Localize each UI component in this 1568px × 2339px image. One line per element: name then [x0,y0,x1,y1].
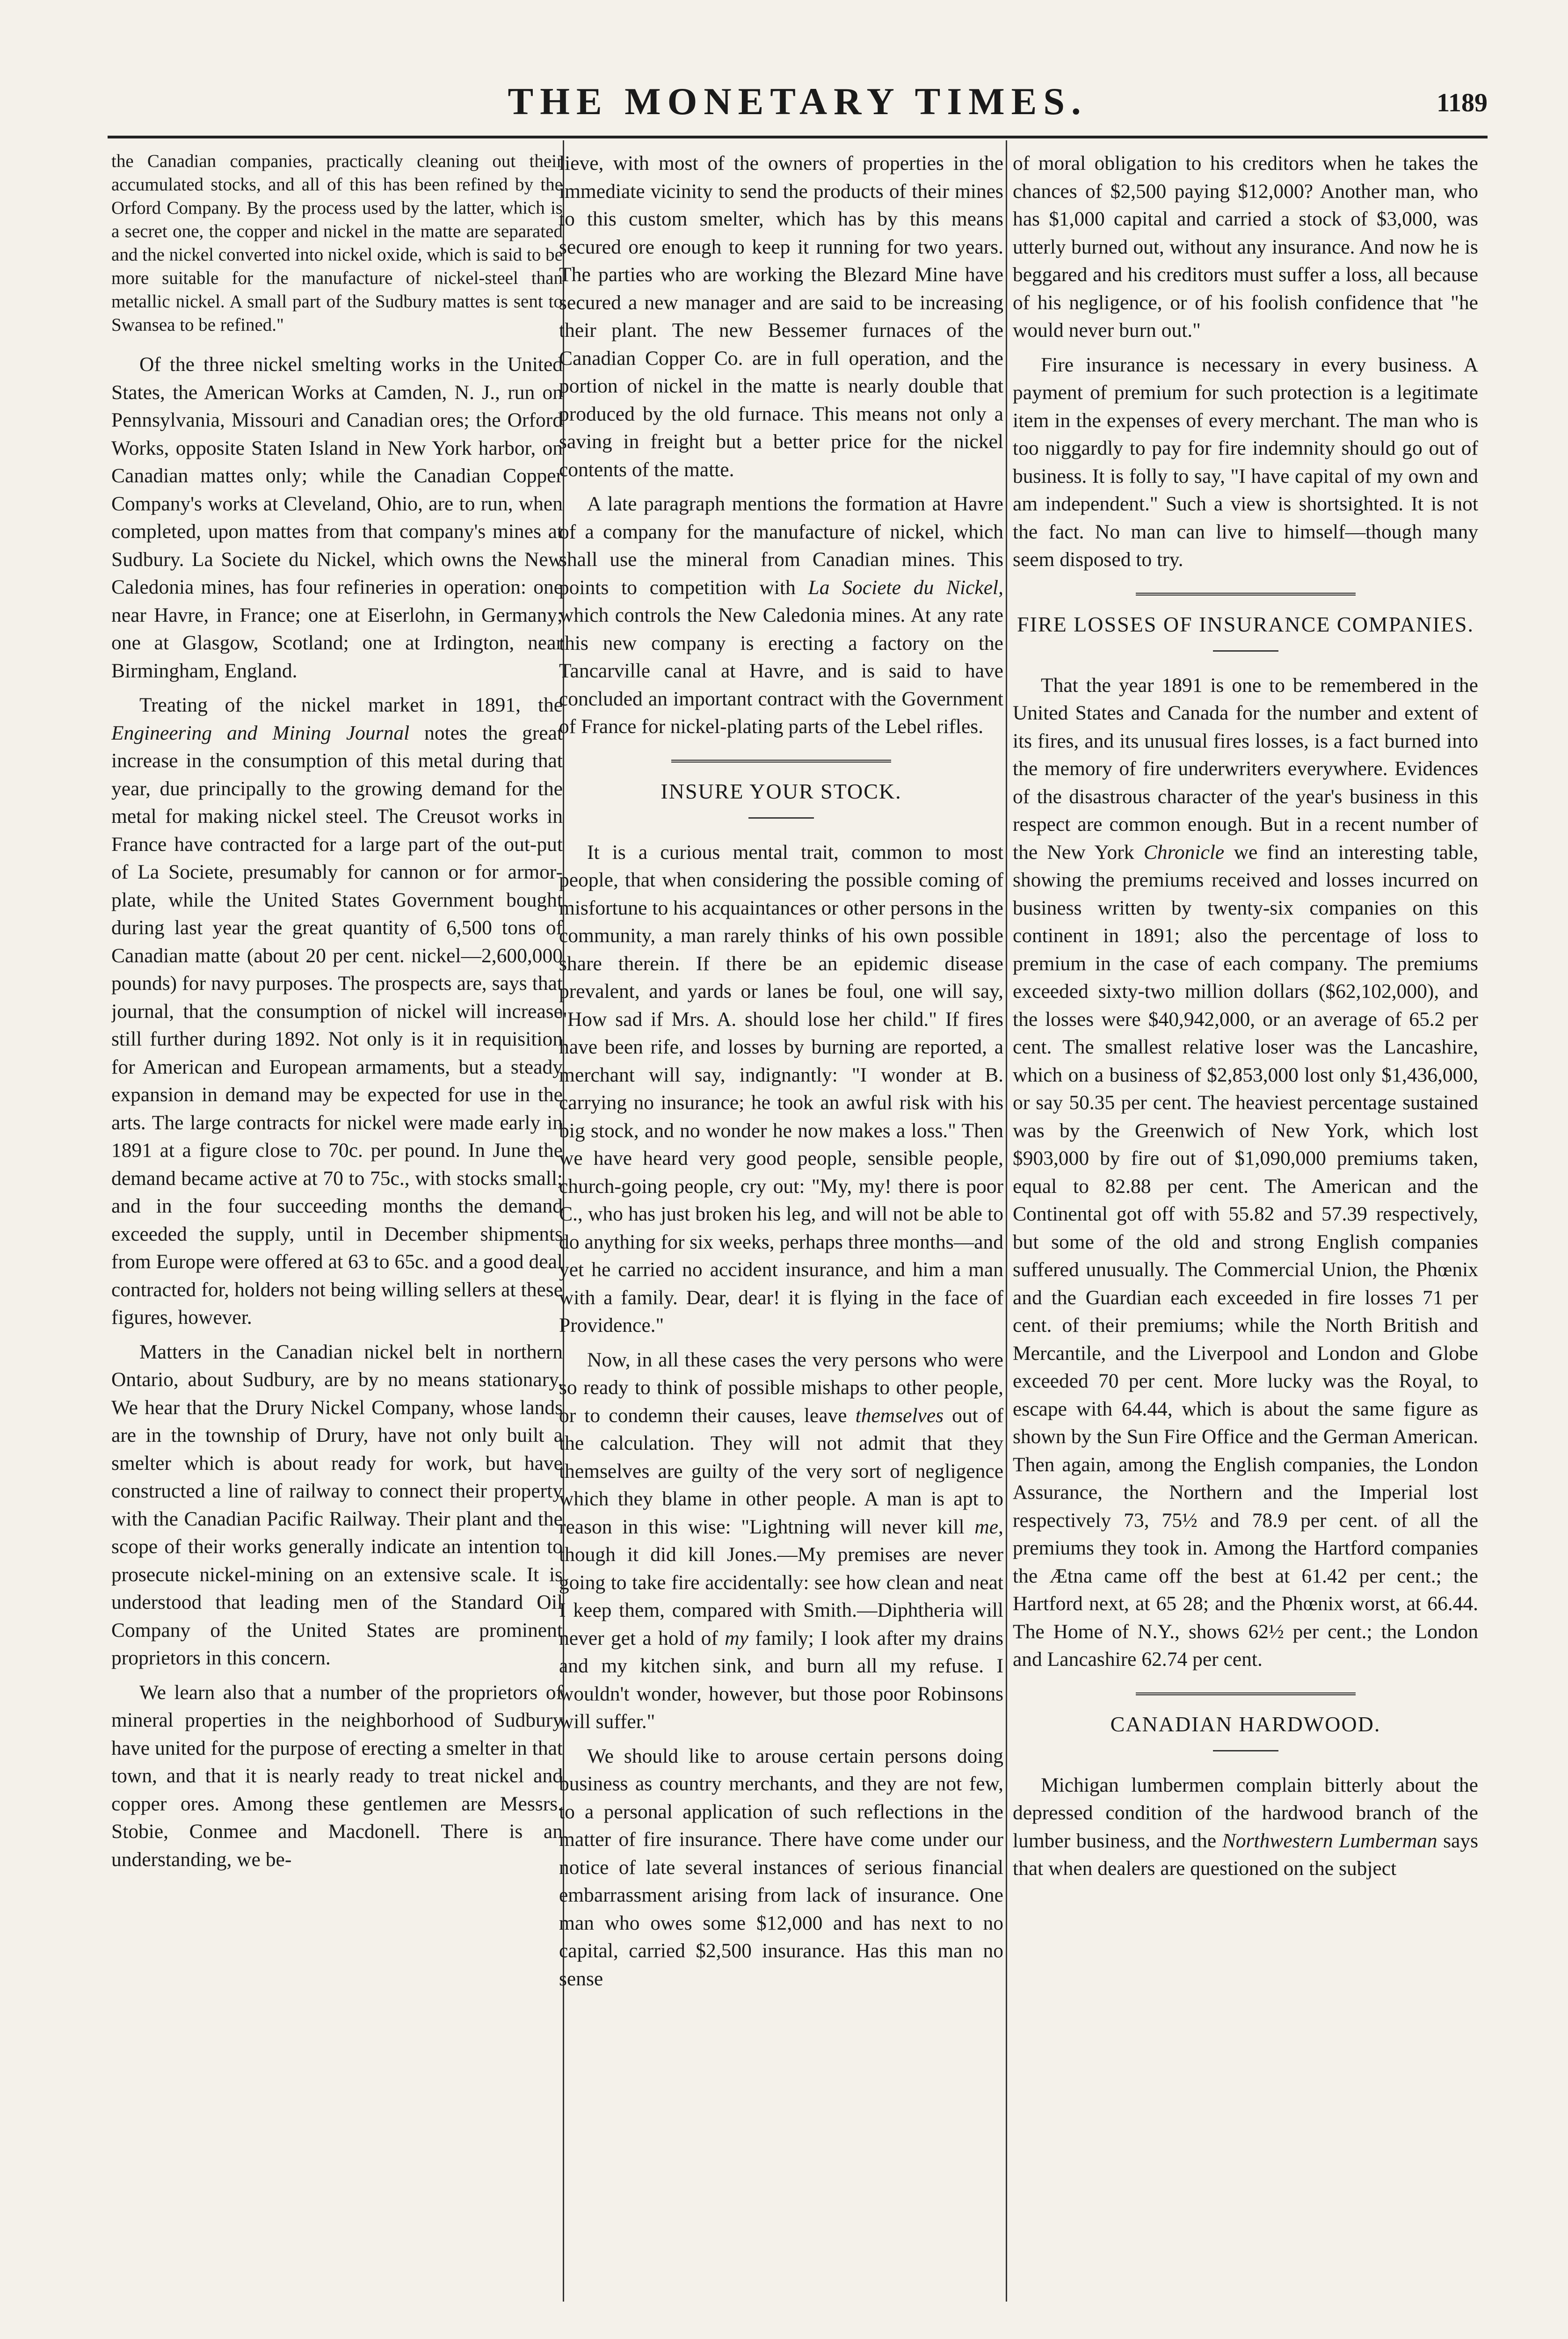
section-rule [671,760,891,764]
emphasis: my [725,1627,748,1649]
section-heading-fire-losses: FIRE LOSSES OF INSURANCE COMPANIES. [1017,612,1474,636]
paragraph-smelting-works: Of the three nickel smelting works in the United States, the American Works at Camden, N. J., run on Pennsylvania, Missouri and Canadian ores; the Orford Works, opposite Staten Island in New York harbor, on Canadian mattes only; while the Canadian Copper Company's works at Cleveland, Ohio, are to run, when completed, upon mattes from that company's mines at Sudbury. La Societe du Nickel, which owns the New Caledonia mines, has four refineries in operation: one near Havre, in France; one at Eiserlohn, in Germany; one at Glasgow, Scotland; one at Irdington, near Birmingham, England. [111,353,563,682]
page-header [108,75,1488,131]
section-heading-canadian-hardwood: CANADIAN HARDWOOD. [1110,1712,1381,1736]
text-run: That the year 1891 is one to be remembered in the United States and Canada for the number and extent of its fires, and its unusual fires losses, is a fact burned into the memory of fire underwriters everywhere. Evidences of the disastrous character of the year's business in this respect are common enough. But in a recent number of the New York [1013,674,1478,864]
paragraph-country-merchants: We should like to arouse certain persons doing business as country merchants, and they are not few, to a personal application of such reflections in the matter of fire insurance. There have come under our notice of late several instances of serious financial embarrassment arising from lack of insurance. One man who owes some $12,000 and has next to no capital, carried $2,500 insurance. Has this man no sense [559,1744,1003,1990]
paragraph-fire-insurance-necessary: Fire insurance is necessary in every business. A payment of premium for such protection is a legitimate item in the expenses of every merchant. The man who is too niggardly to pay for fire indemnity should go out of business. It is folly to say, "I have capital of my own and am independent." Such a view is shortsighted. It is not the fact. No man can live to himself—though many seem disposed to try. [1013,353,1478,571]
text-run: Now, in all these cases the very persons who were so ready to think of possible mishaps to other people, or to condemn their causes, leave [559,1348,1003,1427]
text-run: we find an interesting table, showing the premiums received and losses incurred on business written by twenty-six companies on this continent in 1891; also the percentage of loss to premium in the case of each company. The premiums exceeded sixty-two million dollars ($62,102,000), and the losses were $40,942,000, or an average of 65.2 per cent. The smallest relative loser was the Lancashire, which on a business of $2,853,000 lost only $1,436,000, or say 50.35 per cent. The heaviest percentage sustained was by the Greenwich of New York, which lost $903,000 by fire out of $1,090,000 premiums taken, equal to 82.88 per cent. The American and the Continental got off with 55.82 and 57.39 respectively, but some of the old and strong English companies suffered unusually. The Commercial Union, the Phœnix and the Guardian each exceeded in fire losses 71 per cent. of their premiums; while the North British and Mercantile, and the Liverpool and London and Globe exceeded 70 per cent. More lucky was the Royal, to escape with 64.44, which is about the same figure as shown by the Sun Fire Office and the German American. Then again, among the English companies, the London Assurance, the Northern and the Imperial lost respectively 73, 75½ and 78.9 per cent. of all the premiums they took in. Among the Hartford companies the Ætna came off the best at 61.42 per cent.; the Hartford next, at 65 28; and the Phœnix worst, at 66.44. The Home of N.Y., shows 62½ per cent.; the London and Lancashire 62.74 per cent. [1013,841,1478,1671]
paragraph-nickel-market [111,691,563,1332]
column-3 [1013,150,1478,2302]
company-name: La Societe du Nickel, [808,576,1003,599]
text-run: A late paragraph mentions the formation at Havre of a company for the manufacture of nickel, which shall use the mineral from Canadian mines. This points to competition with [559,493,1003,599]
text-run: out of the calculation. They will not admit that they themselves are guilty of the very sort of negligence which they blame in other people. A man is apt to reason in this wise: "Lightning will never kill [559,1404,1003,1538]
section-rule-short [1213,1750,1278,1753]
publication-title: Northwestern Lumberman [1222,1829,1437,1852]
text-run: Michigan lumbermen complain bitterly about the depressed condition of the hardwood branch of the lumber business, and the [1013,1773,1478,1852]
page-number: 1189 [1437,88,1488,117]
paragraph-these-cases [559,1346,1003,1736]
publication-title: Chronicle [1143,841,1225,864]
paragraph-custom-smelter: lieve, with most of the owners of properties in the immediate vicinity to send the products of their mines to this custom smelter, which has by this means secured ore enough to keep it running for two years. The parties who are working the Blezard Mine have secured a new manager and are said to be increasing their plant. The new Bessemer furnaces of the Canadian Copper Co. are in full operation, and the portion of nickel in the matte is nearly double that produced by the old furnace. This means not only a saving in freight but a better price for the nickel contents of the matte. [559,152,1003,481]
section-rule [1136,593,1356,597]
paragraph-moral-obligation: of moral obligation to his creditors when he takes the chances of $2,500 paying $12,000? Another man, who has $1,000 capital and carried a stock of $3,000, was utterly burned out, without any insurance. And now he is beggared and his creditors must suffer a loss, all because of his negligence, or of his foolish confidence that "he would never burn out." [1013,152,1478,341]
text-run: , though it did kill Jones.—My premises are never going to take fire accidentally: see how clean and neat I keep them, compared with Smith.—Diphtheria will never get a hold of [559,1515,1003,1649]
paragraph-sudbury-smelter: We learn also that a number of the proprietors of mineral properties in the neighborhood of Sudbury have united for the purpose of erecting a smelter in that town, and that it is nearly ready to treat nickel and copper ores. Among these gentlemen are Messrs. Stobie, Conmee and Macdonell. There is an understanding, we be- [111,1681,563,1871]
column-divider-2 [1006,140,1007,2302]
section-rule-short [748,817,814,820]
text-run: family; I look after my drains and my kitchen sink, and burn all my refuse. I wouldn't wonder, however, but those poor Robinsons will suffer." [559,1627,1003,1733]
paragraph-nickel-belt: Matters in the Canadian nickel belt in northern Ontario, about Sudbury, are by no means stationary. We hear that the Drury Nickel Company, whose lands are in the township of Drury, have not only built a smelter which is about ready for work, but have constructed a line of railway to connect their property with the Canadian Pacific Railway. Their plant and the scope of their works generally indicate an intention to prosecute nickel-mining on an extensive scale. It is understood that leading men of the Standard Oil Company of the United States are prominent proprietors in this concern. [111,1340,563,1669]
text-run: notes the great increase in the consumption of this metal during that year, due principally to the growing demand for the metal for making nickel steel. The Creusot works in France have contracted for a large part of the out-put of La Societe, presumably for cannon or for armor-plate, while the United States Government bought during last year the great quantity of 6,500 tons of Canadian matte (about 20 per cent. nickel—2,600,000 pounds) for navy purposes. The prospects are, says that journal, that the consumption of nickel will increase still further during 1892. Not only is it in requisition for American and European armaments, but a steady expansion in demand may be expected for use in the arts. The large contracts for nickel were made early in 1891 at a figure close to 70c. per pound. In June the demand became active at 70 to 75c., with stocks small; and in the four succeeding months the demand exceeded the supply, until in December shipments from Europe were offered at 63 to 65c. and a good deal contracted for, holders not being willing sellers at these figures, however. [111,721,563,1329]
emphasis: me [974,1515,999,1538]
column-1 [111,150,563,2302]
text-run: says that when dealers are questioned on the subject [1013,1829,1478,1880]
paragraph-havre-company [559,490,1003,741]
text-run: Treating of the nickel market in 1891, the [139,694,563,716]
journal-title: Engineering and Mining Journal [111,721,410,744]
column-2 [559,150,1003,2302]
section-rule-short [1213,650,1278,653]
section-rule [1136,1693,1356,1697]
paragraph-michigan-lumbermen [1013,1772,1478,1883]
paragraph-year-1891 [1013,672,1478,1674]
header-rule [108,136,1488,138]
paragraph-mental-trait: It is a curious mental trait, common to most people, that when considering the possible coming of misfortune to his acquaintances or other persons in the community, a man rarely thinks of his own possible share therein. If there be an epidemic disease prevalent, and yards or lanes be foul, one will say, "How sad if Mrs. A. should lose her child." If fires have been rife, and losses by burning are reported, a merchant will say, indignantly: "I wonder at B. carrying no insurance; he took an awful risk with his big stock, and no wonder he now makes a loss." Then we have heard very good people, sensible people, church-going people, cry out: "My, my! there is poor C., who has just broken his leg, and will not be able to do anything for six weeks, perhaps three months—and yet he carried no accident insurance, and him a man with a family. Dear, dear! it is flying in the face of Providence." [559,841,1003,1337]
masthead-title: THE MONETARY TIMES. [508,80,1088,123]
section-heading-insure-your-stock: INSURE YOUR STOCK. [661,779,902,803]
text-run: which controls the New Caledonia mines. At any rate this new company is erecting a factory on the Tancarville canal at Havre, and is said to have concluded an important contract with the Government of France for nickel-plating parts of the Lebel rifles. [559,604,1003,738]
quote-paragraph: the Canadian companies, practically cleaning out their accumulated stocks, and all of this has been refined by the Orford Company. By the process used by the latter, which is a secret one, the copper and nickel in the matte are separated and the nickel converted into nickel oxide, which is said to be more suitable for the manufacture of nickel-steel than metallic nickel. A small part of the Sudbury mattes is sent to Swansea to be refined." [111,151,563,335]
emphasis: themselves [855,1404,944,1427]
